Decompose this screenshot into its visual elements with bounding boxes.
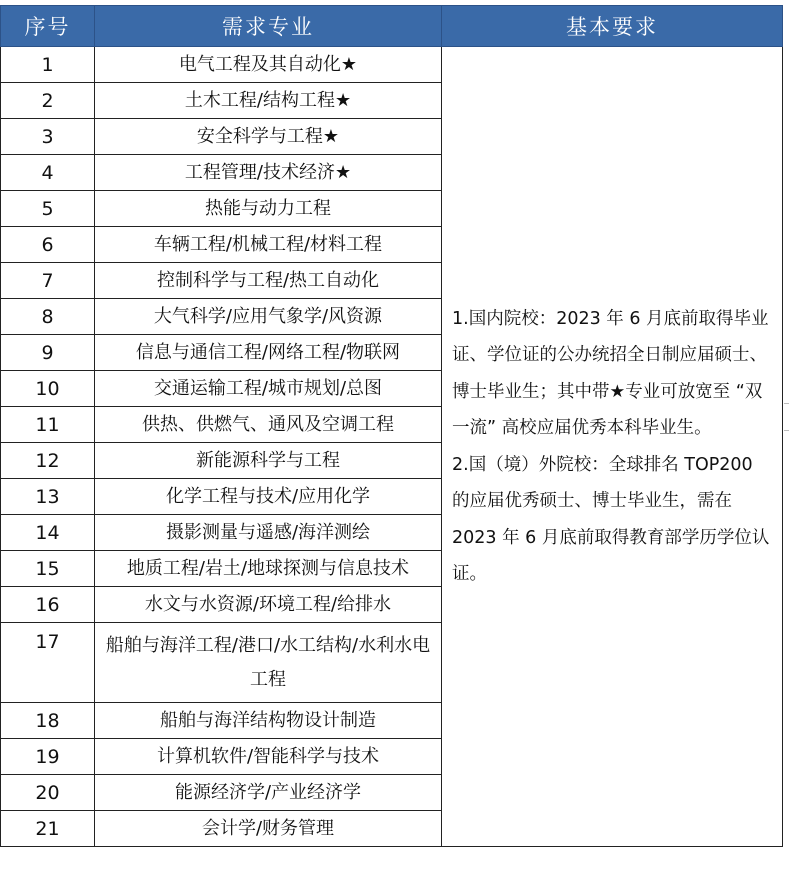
row-number: 17 [1,623,95,703]
major-cell: 新能源科学与工程 [95,443,442,479]
row-number: 16 [1,587,95,623]
row-number: 18 [1,703,95,739]
row-number: 5 [1,191,95,227]
major-cell: 车辆工程/机械工程/材料工程 [95,227,442,263]
header-no: 序号 [1,6,95,47]
major-cell: 水文与水资源/环境工程/给排水 [95,587,442,623]
row-number: 19 [1,739,95,775]
major-cell: 安全科学与工程★ [95,119,442,155]
row-number: 9 [1,335,95,371]
row-number: 2 [1,83,95,119]
row-number: 1 [1,47,95,83]
recruitment-table [0,5,783,847]
row-number: 3 [1,119,95,155]
major-cell: 交通运输工程/城市规划/总图 [95,371,442,407]
header-row [1,6,783,47]
major-cell: 能源经济学/产业经济学 [95,775,442,811]
row-number: 21 [1,811,95,847]
major-cell: 船舶与海洋结构物设计制造 [95,703,442,739]
major-cell: 船舶与海洋工程/港口/水工结构/水利水电工程 [95,623,442,703]
major-cell: 大气科学/应用气象学/风资源 [95,299,442,335]
requirement-domestic: 1.国内院校：2023 年 6 月底前取得毕业证、学位证的公办统招全日制应届硕士、博士毕业生；其中带★专业可放宽至 “双一流” 高校应届优秀本科毕业生。 [452,308,769,438]
major-cell: 化学工程与技术/应用化学 [95,479,442,515]
major-cell: 控制科学与工程/热工自动化 [95,263,442,299]
major-cell: 信息与通信工程/网络工程/物联网 [95,335,442,371]
row-number: 20 [1,775,95,811]
major-cell: 热能与动力工程 [95,191,442,227]
major-cell: 计算机软件/智能科学与技术 [95,739,442,775]
adjacent-cell-border [784,403,789,431]
requirement-overseas: 2.国（境）外院校：全球排名 TOP200 的应届优秀硕士、博士毕业生，需在 2023 年 6 月底前取得教育部学历学位认证。 [452,454,770,584]
row-number: 7 [1,263,95,299]
row-number: 13 [1,479,95,515]
row-number: 15 [1,551,95,587]
major-cell: 地质工程/岩土/地球探测与信息技术 [95,551,442,587]
major-cell: 电气工程及其自动化★ [95,47,442,83]
requirement-cell [442,47,783,847]
header-requirement: 基本要求 [442,6,783,47]
row-number: 12 [1,443,95,479]
row-number: 10 [1,371,95,407]
row-number: 11 [1,407,95,443]
row-number: 14 [1,515,95,551]
row-number: 4 [1,155,95,191]
header-major: 需求专业 [95,6,442,47]
major-cell: 供热、供燃气、通风及空调工程 [95,407,442,443]
major-cell: 会计学/财务管理 [95,811,442,847]
major-cell: 土木工程/结构工程★ [95,83,442,119]
major-cell: 工程管理/技术经济★ [95,155,442,191]
major-cell: 摄影测量与遥感/海洋测绘 [95,515,442,551]
table-row [1,47,783,83]
row-number: 8 [1,299,95,335]
row-number: 6 [1,227,95,263]
